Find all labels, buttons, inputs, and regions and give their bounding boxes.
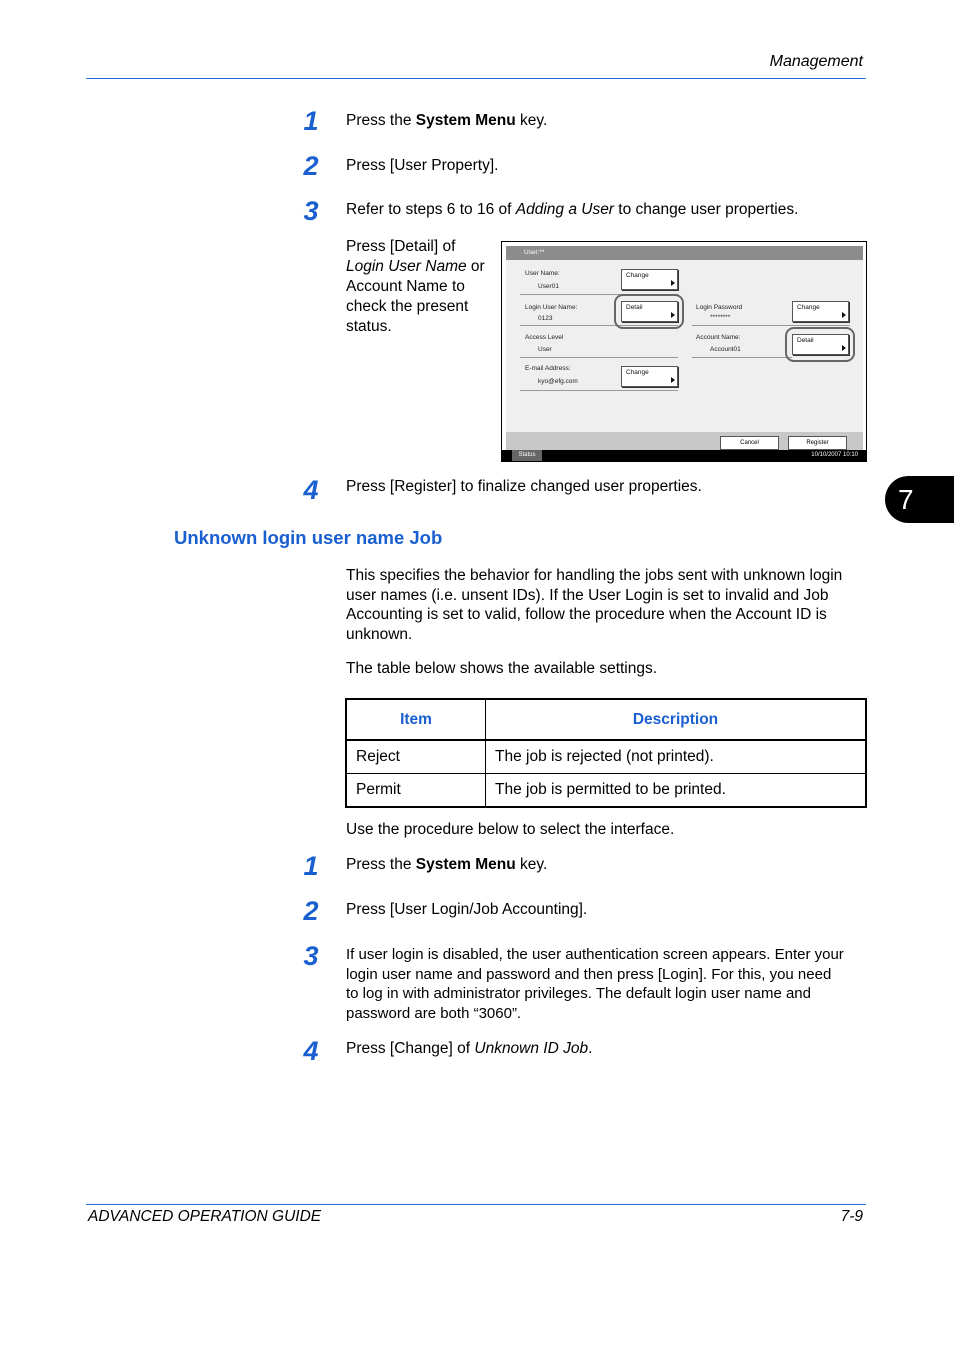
running-header-title: Management — [769, 53, 863, 70]
login-user-name-value: 0123 — [538, 315, 553, 322]
login-password-change-button[interactable]: Change — [792, 301, 849, 322]
divider — [520, 357, 678, 358]
email-change-button[interactable]: Change — [621, 366, 678, 387]
step-number: 2 — [303, 896, 319, 926]
step-number: 2 — [303, 151, 319, 181]
divider — [520, 390, 678, 391]
login-password-value: ******** — [710, 314, 731, 321]
step-note: Press [Detail] of Login User Name or Account Name to check the present status. — [346, 238, 485, 335]
cell-item: Permit — [346, 774, 486, 808]
cell-item: Reject — [346, 740, 486, 774]
user-name-value: User01 — [538, 283, 559, 290]
cancel-button[interactable]: Cancel — [720, 436, 779, 450]
page-number: 7-9 — [840, 1208, 863, 1225]
step-number: 1 — [303, 851, 319, 881]
step-text: If user login is disabled, the user authentication screen appears. Enter your login user name and password and then press [Login]. For this, you need to log in with administrator privileges. The default login user name and password are both “3060”. — [346, 946, 844, 1022]
step-number: 4 — [303, 1036, 319, 1066]
access-level-label: Access Level — [525, 334, 564, 341]
divider — [692, 357, 792, 358]
status-bar — [502, 450, 866, 461]
user-name-change-button[interactable]: Change — [621, 269, 678, 290]
email-value: kyo@efg.com — [538, 378, 578, 385]
step-text: Press the System Menu key. — [346, 112, 548, 129]
register-button[interactable]: Register — [788, 436, 847, 450]
account-name-value: Account01 — [710, 346, 741, 353]
status-button[interactable]: Status — [512, 450, 542, 461]
cell-description: The job is permitted to be printed. — [486, 774, 867, 808]
login-password-label: Login Password — [696, 304, 743, 311]
footer-rule — [86, 1204, 866, 1205]
account-name-detail-button[interactable]: Detail — [792, 334, 849, 355]
header-description: Description — [486, 699, 867, 740]
step-number: 3 — [303, 941, 319, 971]
step-text: Refer to steps 6 to 16 of Adding a User to change user properties. — [346, 201, 799, 218]
table-row — [346, 774, 866, 808]
table-header-row — [346, 699, 866, 740]
email-label: E-mail Address: — [525, 365, 571, 372]
account-name-label: Account Name: — [696, 334, 741, 341]
header-item: Item — [346, 699, 486, 740]
step-text: Press [Change] of Unknown ID Job. — [346, 1040, 593, 1057]
screen-title-bar: User:** — [506, 246, 863, 260]
login-user-name-detail-button[interactable]: Detail — [621, 301, 678, 322]
step-text: Press the System Menu key. — [346, 856, 548, 873]
table-row — [346, 740, 866, 774]
step-text: Press [Register] to finalize changed user properties. — [346, 478, 702, 495]
cell-description: The job is rejected (not printed). — [486, 740, 867, 774]
section-title: Unknown login user name Job — [174, 527, 443, 548]
user-property-screen — [501, 241, 867, 462]
chapter-tab: 7 — [885, 476, 954, 523]
date-time: 10/10/2007 10:10 — [811, 452, 858, 458]
step-text: Press [User Login/Job Accounting]. — [346, 901, 588, 918]
intro-paragraph: This specifies the behavior for handling the jobs sent with unknown login user names (i.e. unsent IDs). If the User Login is set to invalid and Job Accounting is set to valid, follow the procedure when the Account ID is unknown. — [346, 567, 843, 643]
login-user-name-label: Login User Name: — [525, 304, 578, 311]
procedure-intro: Use the procedure below to select the interface. — [346, 821, 675, 838]
settings-table — [345, 698, 867, 808]
step-number: 3 — [303, 196, 319, 226]
header-rule — [86, 78, 866, 79]
footer-guide-title: ADVANCED OPERATION GUIDE — [88, 1208, 322, 1225]
step-number: 4 — [303, 475, 319, 505]
step-number: 1 — [303, 106, 319, 136]
user-name-label: User Name: — [525, 270, 560, 277]
access-level-value: User — [538, 346, 552, 353]
divider — [692, 325, 850, 326]
step-text: Press [User Property]. — [346, 157, 499, 174]
table-intro: The table below shows the available settings. — [346, 660, 658, 677]
